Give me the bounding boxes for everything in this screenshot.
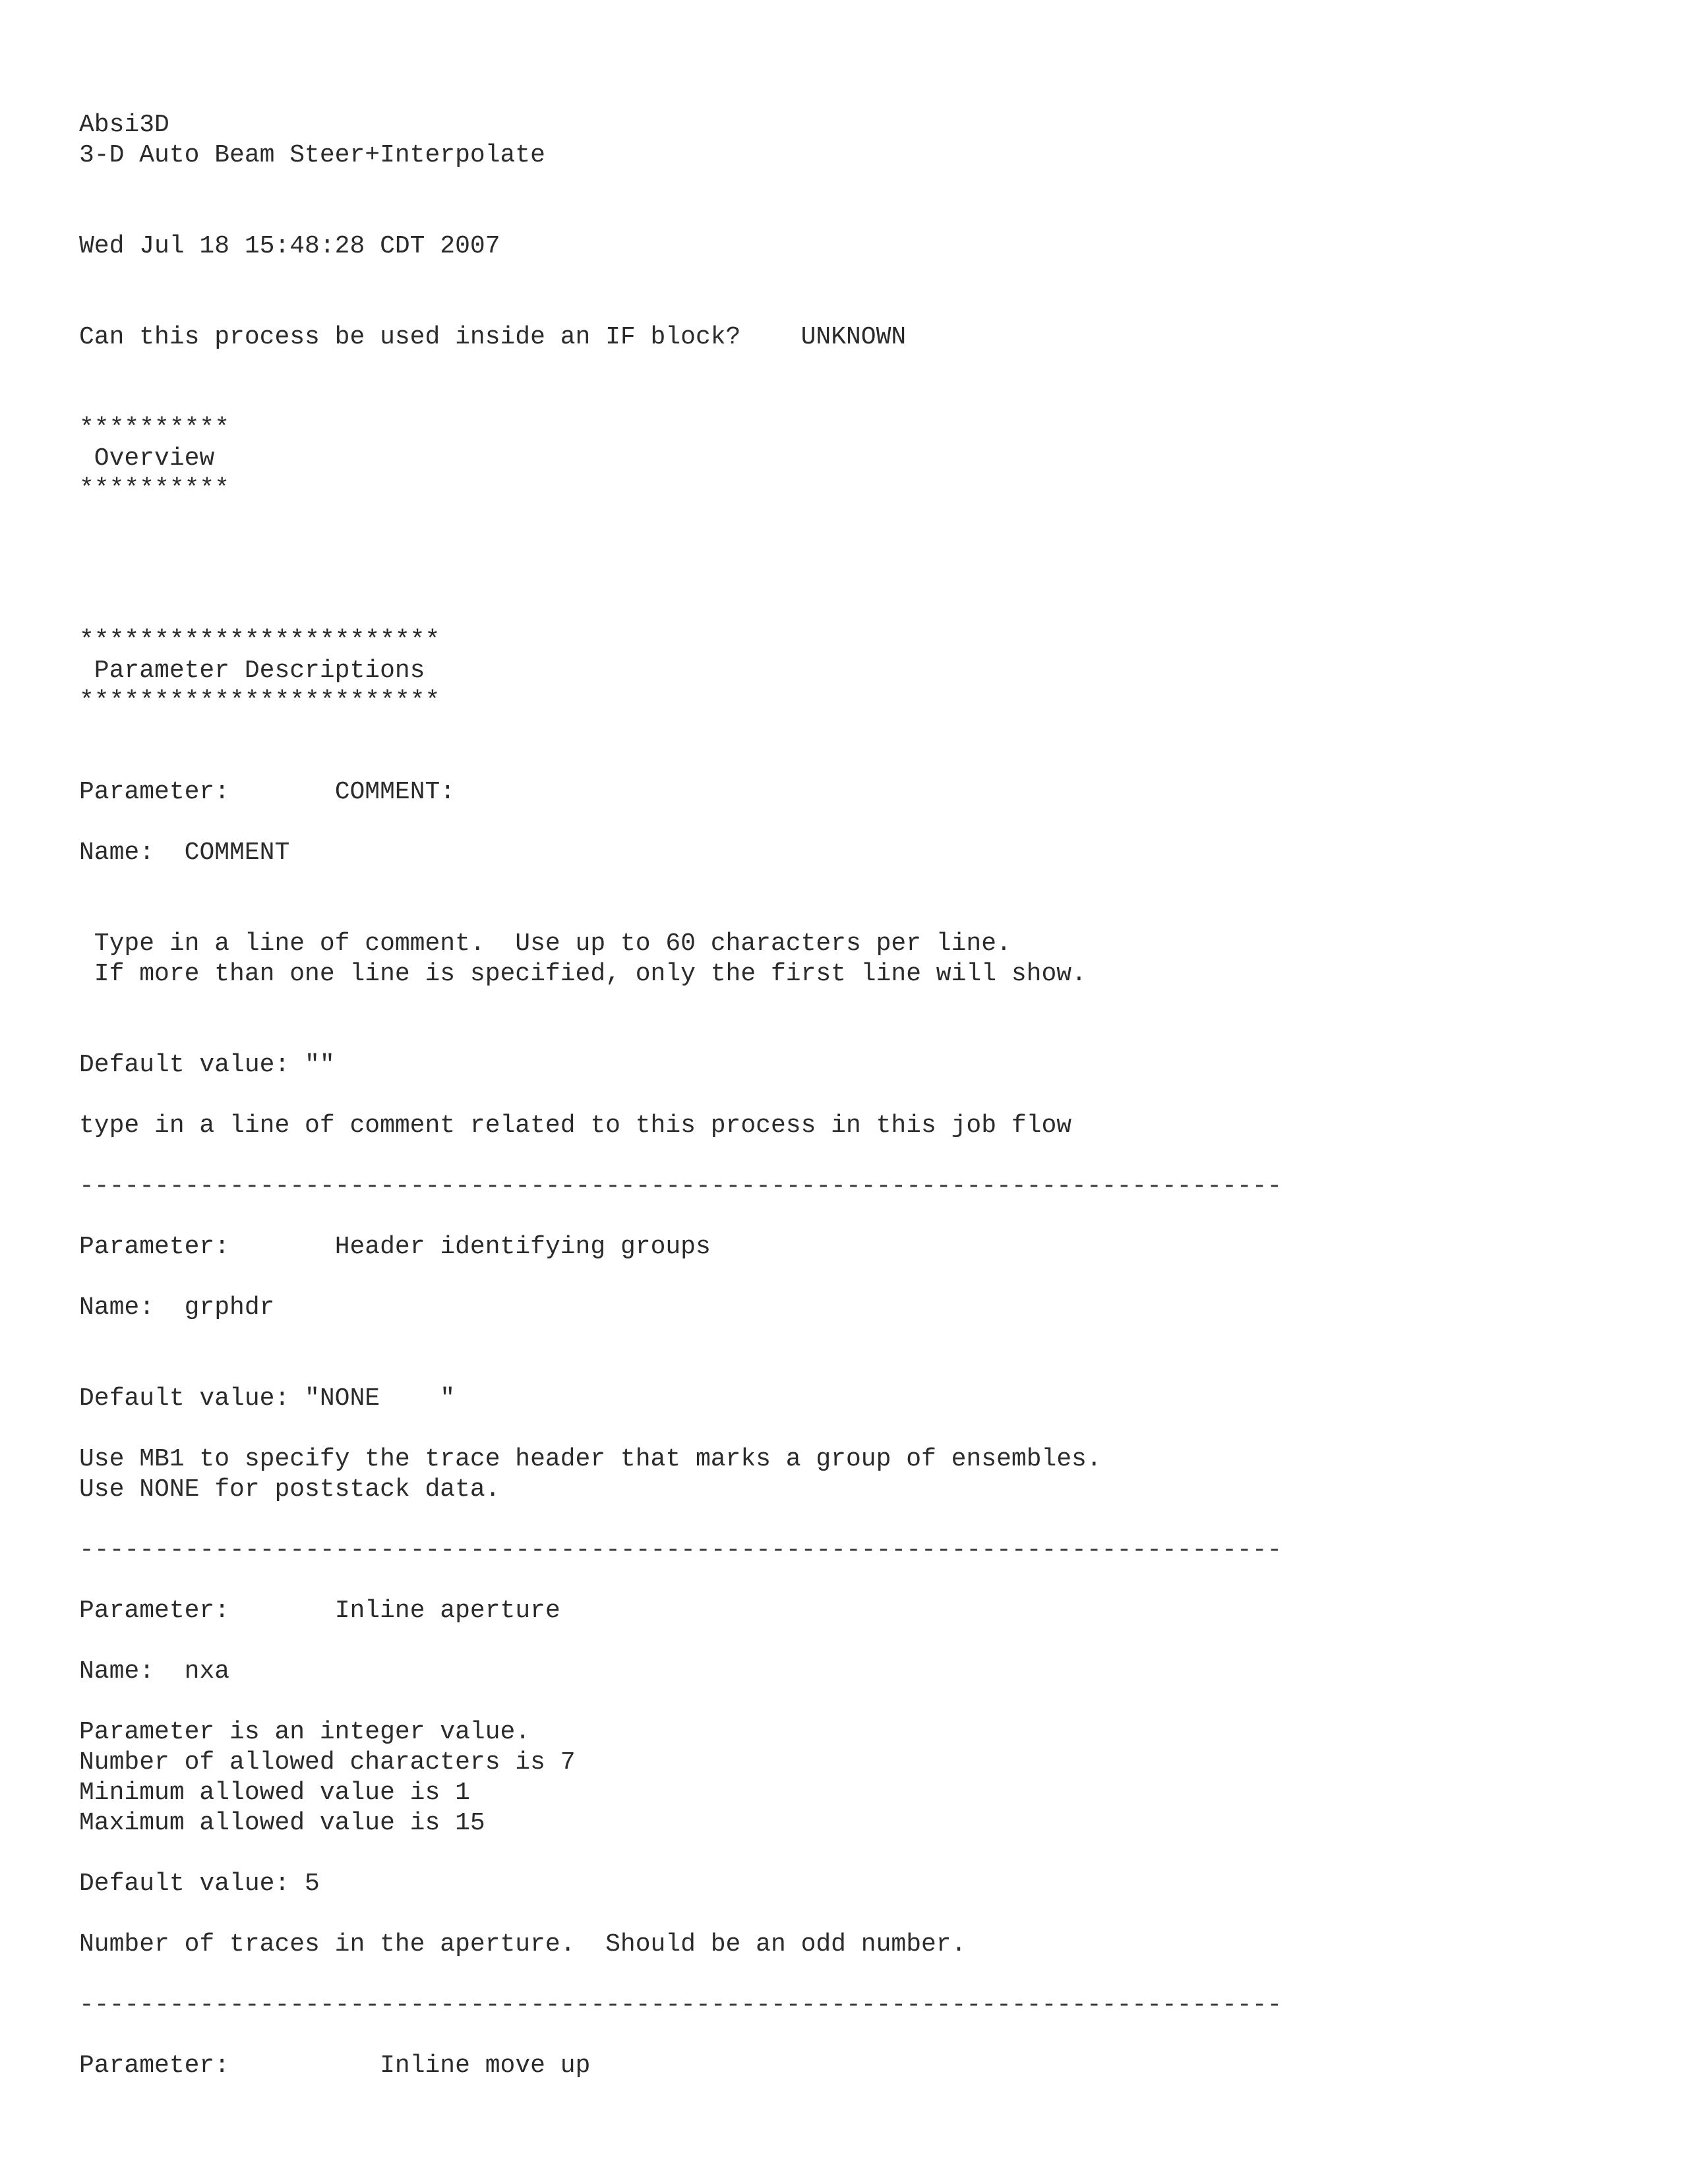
param-nxa-constraint-3: Minimum allowed value is 1 [79,1779,470,1807]
parameter-label: Parameter: [79,2051,230,2080]
param-grphdr-header [79,1232,711,1262]
name-label: Name: [79,1657,155,1686]
param-moveup-header [79,2051,590,2081]
param-nxa-name-line [79,1657,229,1687]
param-desc-stars-bottom: ************************ [79,687,440,715]
param-comment-name-line [79,838,289,868]
param-grphdr-help-line-1: Use MB1 to specify the trace header that marks a group of ensembles. [79,1445,1102,1473]
document-date: Wed Jul 18 15:48:28 CDT 2007 [79,232,500,260]
param-desc-stars-top: ************************ [79,626,440,655]
param-grphdr-help-line-2: Use NONE for poststack data. [79,1475,500,1504]
separator-1: -------------------------------------------------------------------------------- [79,1172,1282,1200]
parameter-label: Parameter: [79,1233,230,1261]
separator-2: -------------------------------------------------------------------------------- [79,1536,1282,1564]
param-nxa-constraint-1: Parameter is an integer value. [79,1718,531,1746]
param-grphdr-name-line [79,1293,274,1323]
parameter-label: Parameter: [79,1597,230,1625]
name-label: Name: [79,1293,155,1322]
if-block-answer: UNKNOWN [800,323,907,351]
process-title: 3-D Auto Beam Steer+Interpolate [79,141,545,169]
param-grphdr-default: Default value: "NONE " [79,1384,456,1413]
param-nxa-default: Default value: 5 [79,1870,320,1898]
overview-stars-top: ********** [79,414,230,442]
param-comment-desc-line-2: If more than one line is specified, only the first line will show. [79,960,1087,988]
separator-3: -------------------------------------------------------------------------------- [79,1991,1282,2019]
process-name: Absi3D [79,111,169,139]
overview-stars-bottom: ********** [79,475,230,503]
param-comment-help: type in a line of comment related to this process in this job flow [79,1111,1072,1140]
param-comment-label: COMMENT: [334,778,456,806]
param-nxa-name: nxa [184,1657,230,1686]
param-comment-name: COMMENT [184,839,290,867]
param-nxa-header [79,1596,560,1626]
param-grphdr-name: grphdr [184,1293,275,1322]
param-grphdr-label: Header identifying groups [334,1233,711,1261]
param-nxa-constraint-2: Number of allowed characters is 7 [79,1748,576,1777]
param-nxa-help: Number of traces in the aperture. Should be an odd number. [79,1930,967,1959]
param-nxa-constraint-4: Maximum allowed value is 15 [79,1809,485,1837]
parameter-label: Parameter: [79,778,230,806]
param-comment-desc-line-1: Type in a line of comment. Use up to 60 characters per line. [79,930,1011,958]
param-nxa-label: Inline aperture [334,1597,560,1625]
if-block-line [79,322,906,353]
param-moveup-label: Inline move up [380,2051,591,2080]
param-comment-header [79,777,455,808]
overview-heading: Overview [79,444,215,473]
if-block-question: Can this process be used inside an IF block? [79,323,741,351]
param-desc-heading: Parameter Descriptions [79,657,425,685]
param-comment-default: Default value: "" [79,1051,335,1079]
name-label: Name: [79,839,155,867]
